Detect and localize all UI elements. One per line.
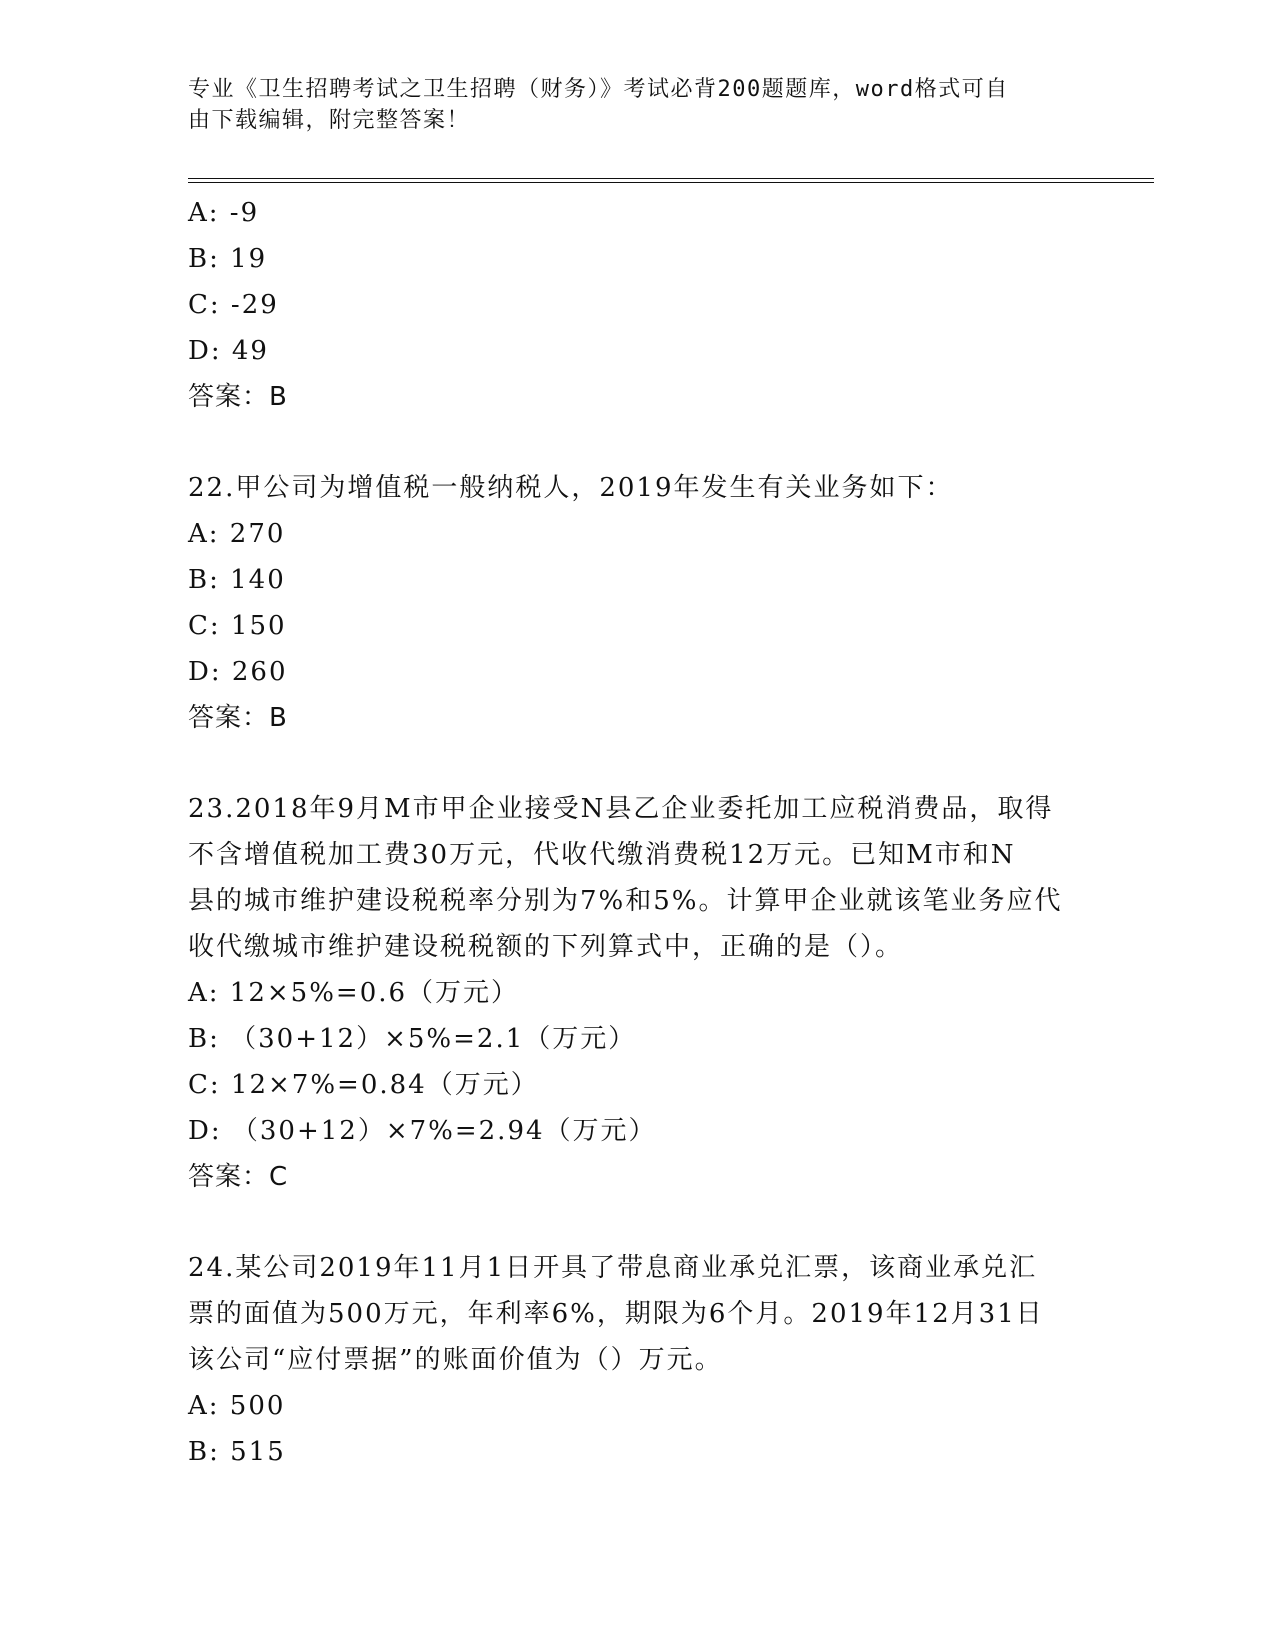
header-line-1: 专业《卫生招聘考试之卫生招聘（财务）》考试必背200题题库，word格式可自: [188, 77, 1009, 102]
question-24: [188, 1245, 1088, 1475]
question-text: 23.2018年9月M市甲企业接受N县乙企业委托加工应税消费品，取得: [188, 794, 1054, 824]
answer-line: 答案：B: [188, 703, 288, 733]
option-d: D: （30+12）×7%=2.94（万元）: [188, 1116, 657, 1146]
question-content: [188, 190, 1088, 1475]
spacer: [188, 741, 1088, 786]
answer-line: 答案：C: [188, 1162, 289, 1192]
header-line-2: 由下载编辑，附完整答案！: [188, 108, 471, 133]
option-b: B: 515: [188, 1437, 286, 1467]
question-23: [188, 786, 1088, 1200]
question-text: 县的城市维护建设税税率分别为7%和5%。计算甲企业就该笔业务应代: [188, 886, 1063, 916]
question-text: 24.某公司2019年11月1日开具了带息商业承兑汇票，该商业承兑汇: [188, 1253, 1038, 1283]
option-c: C: 12×7%=0.84（万元）: [188, 1070, 539, 1100]
option-a: A: 500: [188, 1391, 286, 1421]
question-text: 不含增值税加工费30万元，代收代缴消费税12万元。已知M市和N: [188, 840, 1016, 870]
spacer: [188, 1200, 1088, 1245]
document-header: [188, 74, 1068, 136]
option-a: A: -9: [188, 198, 260, 228]
option-a: A: 12×5%=0.6（万元）: [188, 978, 520, 1008]
question-22: [188, 465, 1088, 741]
option-d: D: 260: [188, 657, 288, 687]
answer-line: 答案：B: [188, 382, 288, 412]
option-a: A: 270: [188, 519, 286, 549]
option-c: C: 150: [188, 611, 287, 641]
option-b: B: 19: [188, 244, 268, 274]
question-text: 22.甲公司为增值税一般纳税人，2019年发生有关业务如下：: [188, 473, 954, 503]
question-text: 收代缴城市维护建设税税额的下列算式中，正确的是（）。: [188, 932, 904, 962]
header-rule-top: [188, 178, 1154, 179]
option-b: B: （30+12）×5%=2.1（万元）: [188, 1024, 637, 1054]
option-d: D: 49: [188, 336, 269, 366]
question-text: 票的面值为500万元，年利率6%，期限为6个月。2019年12月31日: [188, 1299, 1044, 1329]
option-c: C: -29: [188, 290, 279, 320]
question-block-prev: [188, 190, 1088, 420]
spacer: [188, 420, 1088, 465]
question-text: 该公司“应付票据”的账面价值为（）万元。: [188, 1345, 723, 1375]
option-b: B: 140: [188, 565, 286, 595]
header-rule-bottom: [188, 182, 1154, 183]
